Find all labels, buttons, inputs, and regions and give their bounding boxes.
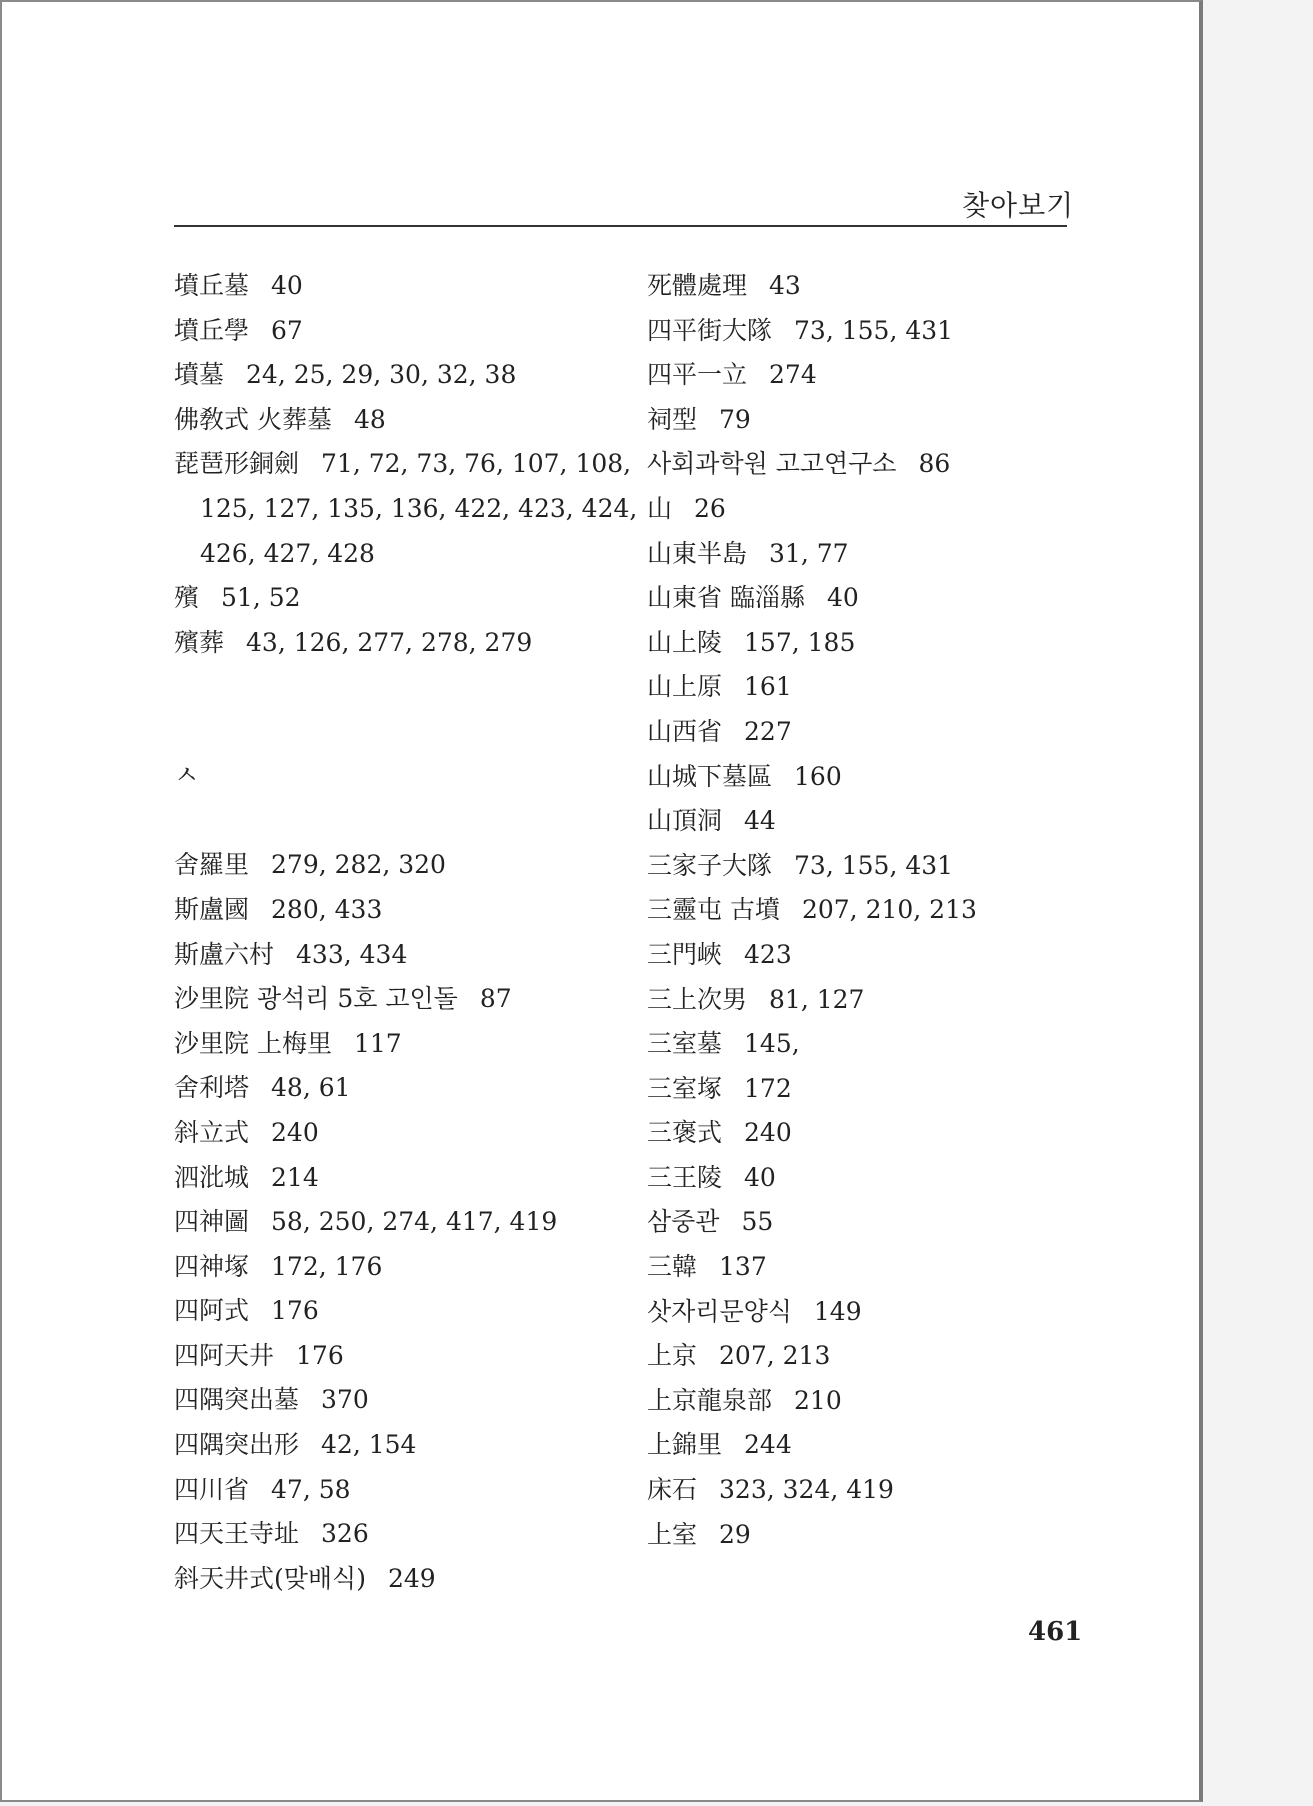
index-entry — [647, 1379, 1087, 1424]
index-entry — [647, 1423, 1087, 1468]
index-pages: 172 — [744, 1073, 792, 1103]
index-entry — [174, 398, 614, 443]
index-entry — [647, 442, 1087, 487]
index-group-2 — [174, 843, 614, 1601]
index-entry — [647, 487, 1087, 532]
index-term: 山東省 臨淄縣 — [647, 583, 805, 613]
index-entry — [647, 933, 1087, 978]
index-term: 墳墓 — [174, 360, 225, 390]
index-term: 三靈屯 古墳 — [647, 895, 780, 925]
index-pages: 40 — [271, 271, 303, 300]
index-entry — [647, 1067, 1087, 1112]
index-term: 山西省 — [647, 716, 723, 746]
index-pages: 137 — [719, 1252, 767, 1282]
index-pages: 58, 250, 274, 417, 419 — [271, 1207, 558, 1237]
index-term: 沙里院 上梅里 — [174, 1028, 332, 1058]
index-term: 舍羅里 — [174, 850, 250, 880]
index-entry — [647, 1156, 1087, 1201]
index-pages: 87 — [479, 984, 512, 1014]
index-entry — [174, 621, 614, 666]
index-entry — [174, 309, 614, 354]
section-heading: ㅅ — [174, 761, 200, 792]
index-pages: 240 — [744, 1118, 792, 1148]
index-term: 墳丘學 — [174, 315, 250, 345]
index-pages: 24, 25, 29, 30, 32, 38 — [246, 360, 517, 390]
index-entry — [174, 1111, 614, 1156]
index-pages: 172, 176 — [271, 1251, 383, 1281]
index-pages: 423 — [744, 939, 792, 969]
index-term: 四平街大隊 — [647, 315, 773, 345]
index-term: 斜天井式(맞배식) — [174, 1563, 366, 1593]
index-pages: 51, 52 — [221, 583, 301, 613]
index-term: 三室墓 — [647, 1029, 723, 1059]
index-entry — [647, 309, 1087, 354]
index-entry — [174, 1022, 614, 1067]
index-pages: 323, 324, 419 — [719, 1475, 894, 1505]
index-entry — [174, 1066, 614, 1111]
running-header: 찾아보기 — [962, 189, 1075, 222]
index-entry-continuation — [174, 487, 638, 532]
index-pages: 426, 427, 428 — [200, 538, 375, 568]
index-pages: 157, 185 — [744, 627, 856, 657]
index-entry — [647, 576, 1087, 621]
index-pages: 125, 127, 135, 136, 422, 423, 424, — [200, 493, 638, 523]
index-pages: 73, 155, 431 — [794, 850, 954, 880]
index-pages: 86 — [918, 449, 951, 479]
index-pages: 207, 210, 213 — [801, 895, 977, 925]
index-pages: 79 — [719, 404, 751, 434]
index-term: 四阿式 — [174, 1296, 250, 1326]
index-pages: 249 — [387, 1563, 436, 1593]
index-term: 三室塚 — [647, 1073, 723, 1103]
index-entry — [647, 710, 1087, 755]
index-entry — [174, 1423, 614, 1468]
index-pages: 326 — [321, 1519, 369, 1549]
index-entry — [174, 933, 614, 978]
index-entry — [647, 353, 1087, 398]
index-entry — [647, 1022, 1087, 1067]
index-pages: 55 — [741, 1207, 774, 1237]
index-entry — [647, 1245, 1087, 1290]
index-pages: 280, 433 — [271, 894, 383, 924]
index-pages: 433, 434 — [296, 939, 408, 969]
index-term: 四神圖 — [174, 1207, 250, 1237]
index-entry — [647, 844, 1087, 889]
index-pages: 40 — [744, 1162, 776, 1192]
index-pages: 207, 213 — [719, 1341, 831, 1371]
index-pages: 29 — [719, 1519, 751, 1549]
index-term: 琵琶形銅劍 — [174, 449, 300, 479]
index-pages: 227 — [744, 716, 792, 746]
index-term: 斜立式 — [174, 1117, 250, 1147]
index-term: 祠型 — [647, 404, 698, 434]
index-entry — [647, 799, 1087, 844]
index-term: 四隅突出墓 — [174, 1385, 300, 1415]
index-entry — [174, 843, 614, 888]
index-pages: 274 — [769, 360, 817, 390]
index-term: 死體處理 — [647, 271, 748, 300]
index-term: 上錦里 — [647, 1430, 723, 1460]
index-term: 三家子大隊 — [647, 850, 773, 880]
section-gap — [174, 665, 614, 754]
index-term: 山 — [647, 493, 673, 523]
index-term: 山上陵 — [647, 627, 723, 657]
index-entry — [174, 1200, 614, 1245]
index-entry — [647, 1468, 1087, 1513]
index-term: 斯盧國 — [174, 894, 250, 924]
index-pages: 279, 282, 320 — [271, 850, 446, 880]
index-term: 佛敎式 火葬墓 — [174, 404, 332, 434]
index-entry — [647, 532, 1087, 577]
index-entry — [647, 1513, 1087, 1558]
index-entry — [174, 264, 614, 309]
index-pages: 43 — [769, 271, 801, 300]
index-term: 三王陵 — [647, 1162, 723, 1192]
header-rule — [174, 225, 1067, 227]
index-pages: 370 — [321, 1385, 369, 1415]
index-entry — [647, 1334, 1087, 1379]
index-entry — [174, 442, 632, 487]
index-pages: 145, — [744, 1029, 800, 1059]
index-pages: 73, 155, 431 — [794, 315, 954, 345]
index-term: 斯盧六村 — [174, 939, 275, 969]
index-entry — [647, 665, 1087, 710]
index-pages: 117 — [353, 1028, 402, 1058]
index-term: 三褒式 — [647, 1118, 723, 1148]
index-term: 墳丘墓 — [174, 271, 250, 300]
index-term: 사회과학원 고고연구소 — [647, 449, 897, 479]
index-term: 沙里院 광석리 5호 고인돌 — [174, 984, 458, 1014]
index-group-1 — [174, 264, 638, 665]
index-entry — [647, 264, 1087, 309]
index-entry-continuation — [174, 532, 614, 577]
index-pages: 43, 126, 277, 278, 279 — [246, 627, 533, 657]
index-pages: 214 — [271, 1162, 319, 1192]
index-pages: 31, 77 — [769, 538, 849, 568]
index-entry — [174, 888, 614, 933]
index-entry — [174, 576, 614, 621]
index-pages: 67 — [271, 315, 303, 345]
index-entry — [174, 1334, 614, 1379]
index-pages: 176 — [296, 1340, 344, 1370]
index-entry — [174, 1512, 614, 1557]
index-term: 四川省 — [174, 1474, 250, 1504]
index-entry — [647, 398, 1087, 443]
index-pages: 48 — [353, 404, 386, 434]
index-pages: 240 — [271, 1117, 319, 1147]
index-term: 山城下墓區 — [647, 761, 773, 791]
index-term: 삿자리문양식 — [647, 1296, 792, 1326]
index-term: 三上次男 — [647, 984, 748, 1014]
index-pages: 71, 72, 73, 76, 107, 108, — [321, 449, 632, 479]
index-term: 山東半島 — [647, 538, 748, 568]
index-entry — [174, 1245, 614, 1290]
index-column-right — [647, 264, 1087, 1557]
index-term: 上京 — [647, 1341, 698, 1371]
index-term: 四天王寺址 — [174, 1519, 300, 1549]
index-term: 三門峽 — [647, 939, 723, 969]
index-term: 舍利塔 — [174, 1073, 250, 1103]
index-entry — [174, 977, 614, 1022]
index-entry — [174, 1468, 614, 1513]
index-pages: 40 — [826, 583, 859, 613]
index-entry — [647, 1200, 1087, 1245]
index-term: 三韓 — [647, 1252, 698, 1282]
index-entry — [174, 1557, 614, 1602]
index-term: 四神塚 — [174, 1251, 250, 1281]
index-term: 山頂洞 — [647, 806, 723, 836]
index-term: 殯葬 — [174, 627, 225, 657]
index-entry — [174, 1289, 614, 1334]
index-pages: 42, 154 — [321, 1430, 417, 1460]
index-entry — [647, 1111, 1087, 1156]
index-pages: 48, 61 — [271, 1073, 351, 1103]
index-term: 上京龍泉部 — [647, 1385, 773, 1415]
index-pages: 161 — [744, 672, 792, 702]
index-pages: 149 — [813, 1296, 862, 1326]
index-term: 殯 — [174, 583, 200, 613]
index-entry — [174, 1156, 614, 1201]
index-entry — [647, 621, 1087, 666]
index-term: 山上原 — [647, 672, 723, 702]
index-entry — [647, 978, 1087, 1023]
index-pages: 26 — [694, 493, 726, 523]
index-term: 삼중관 — [647, 1207, 720, 1237]
index-term: 四隅突出形 — [174, 1430, 300, 1460]
index-pages: 176 — [271, 1296, 319, 1326]
index-entry — [174, 353, 614, 398]
index-column-left — [174, 264, 638, 1601]
index-term: 上室 — [647, 1519, 698, 1549]
index-term: 四平一立 — [647, 360, 748, 390]
index-term: 泗沘城 — [174, 1162, 250, 1192]
index-entry — [174, 1378, 614, 1423]
index-pages: 210 — [794, 1385, 842, 1415]
index-pages: 160 — [794, 761, 842, 791]
page-number: 461 — [1028, 1617, 1083, 1647]
index-pages: 47, 58 — [271, 1474, 351, 1504]
index-pages: 44 — [744, 806, 776, 836]
index-term: 床石 — [647, 1475, 698, 1505]
index-entry — [647, 755, 1087, 800]
index-pages: 81, 127 — [769, 984, 865, 1014]
index-entry — [647, 888, 1087, 933]
index-pages: 244 — [744, 1430, 792, 1460]
index-term: 四阿天井 — [174, 1340, 275, 1370]
index-entry — [647, 1290, 1087, 1335]
